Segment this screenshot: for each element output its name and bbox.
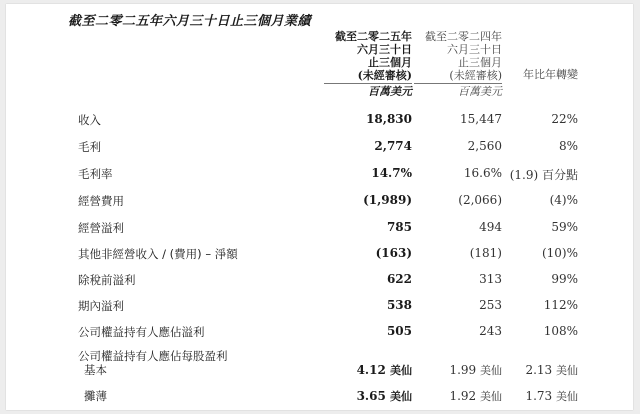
- value-yoy: 8%: [558, 139, 578, 153]
- value-yoy: 99%: [551, 272, 578, 286]
- report-title: 截至二零二五年六月三十日止三個月業績: [68, 14, 312, 29]
- column-header-2024: [398, 30, 502, 98]
- row-label: 收入: [78, 113, 101, 127]
- header-line: 六月三十日: [357, 43, 412, 56]
- value-2024: (181): [469, 246, 502, 260]
- table-row: [6, 112, 633, 132]
- header-line: 截至二零二四年: [425, 30, 502, 43]
- value-2024: 16.6%: [463, 166, 502, 180]
- table-row: [6, 220, 633, 240]
- eps-label: 公司權益持有人應佔每股盈利: [78, 349, 228, 363]
- table-row: [6, 193, 633, 213]
- value-2025: [306, 362, 412, 378]
- value-2024: 2,560: [467, 139, 502, 153]
- value-yoy: 22%: [551, 112, 578, 126]
- value-2025: 538: [386, 298, 412, 312]
- column-header-2025: [306, 30, 412, 98]
- value-2025: 622: [386, 272, 412, 286]
- eps-diluted-2025: 3.65: [356, 389, 386, 403]
- table-row: [6, 298, 633, 318]
- table-row: [6, 139, 633, 159]
- value-2025: [306, 388, 412, 404]
- row-label: 經營費用: [78, 194, 124, 208]
- value-yoy: [496, 388, 578, 404]
- value-yoy: [496, 362, 578, 378]
- table-row: [6, 272, 633, 292]
- eps-diluted-label: 攤薄: [84, 389, 107, 403]
- value-2024: 313: [479, 272, 502, 286]
- unit-label: 美仙: [390, 364, 412, 377]
- value-yoy: (4)%: [549, 193, 578, 207]
- eps-basic-2025: 4.12: [356, 363, 386, 377]
- header-unit: 百萬美元: [368, 85, 412, 98]
- header-line: (未經審核): [357, 69, 412, 82]
- row-label: 毛利率: [78, 167, 113, 181]
- report-sheet: [6, 4, 633, 410]
- row-label: 毛利: [78, 140, 101, 154]
- eps-basic-label: 基本: [84, 363, 107, 377]
- column-header-yoy: 年比年轉變: [523, 68, 578, 81]
- value-2025: 2,774: [374, 139, 412, 153]
- eps-diluted-row: [6, 388, 633, 408]
- eps-basic-row: [6, 362, 633, 382]
- value-2024: 15,447: [460, 112, 502, 126]
- value-2024: 243: [479, 324, 502, 338]
- row-label: 經營溢利: [78, 221, 124, 235]
- eps-diluted-yoy: 1.73: [525, 389, 553, 403]
- value-2024: [398, 362, 502, 378]
- eps-basic-2024: 1.99: [449, 363, 477, 377]
- row-label: 公司權益持有人應佔溢利: [78, 325, 205, 339]
- value-yoy: 108%: [543, 324, 578, 338]
- header-line: 六月三十日: [447, 43, 502, 56]
- header-line: 止三個月: [458, 56, 502, 69]
- row-label: 期內溢利: [78, 299, 124, 313]
- unit-label: 美仙: [556, 390, 578, 403]
- value-2024: [398, 388, 502, 404]
- eps-basic-yoy: 2.13: [525, 363, 553, 377]
- header-line: (未經審核): [449, 69, 502, 82]
- header-line: 止三個月: [368, 56, 412, 69]
- value-2025: 18,830: [366, 112, 412, 126]
- row-label: 其他非經營收入 / (費用) – 淨額: [78, 247, 238, 261]
- value-2025: 785: [386, 220, 412, 234]
- value-yoy: (10)%: [541, 246, 578, 260]
- row-label: 除稅前溢利: [78, 273, 136, 287]
- value-2025: (1,989): [363, 193, 412, 207]
- value-yoy: (1.9) 百分點: [509, 168, 578, 182]
- value-2024: 253: [479, 298, 502, 312]
- table-row: [6, 166, 633, 186]
- value-yoy: 59%: [551, 220, 578, 234]
- header-unit: 百萬美元: [458, 85, 502, 98]
- eps-diluted-2024: 1.92: [449, 389, 477, 403]
- header-line: 截至二零二五年: [335, 30, 412, 43]
- table-row: [6, 246, 633, 266]
- table-row: [6, 324, 633, 344]
- value-2025: 505: [386, 324, 412, 338]
- unit-label: 美仙: [556, 364, 578, 377]
- unit-label: 美仙: [480, 364, 502, 377]
- unit-label: 美仙: [480, 390, 502, 403]
- value-2025: (163): [375, 246, 412, 260]
- unit-label: 美仙: [390, 390, 412, 403]
- value-2024: 494: [479, 220, 502, 234]
- value-2024: (2,066): [458, 193, 502, 207]
- value-2025: 14.7%: [371, 166, 412, 180]
- header-rule: [414, 83, 502, 84]
- value-yoy: 112%: [543, 298, 578, 312]
